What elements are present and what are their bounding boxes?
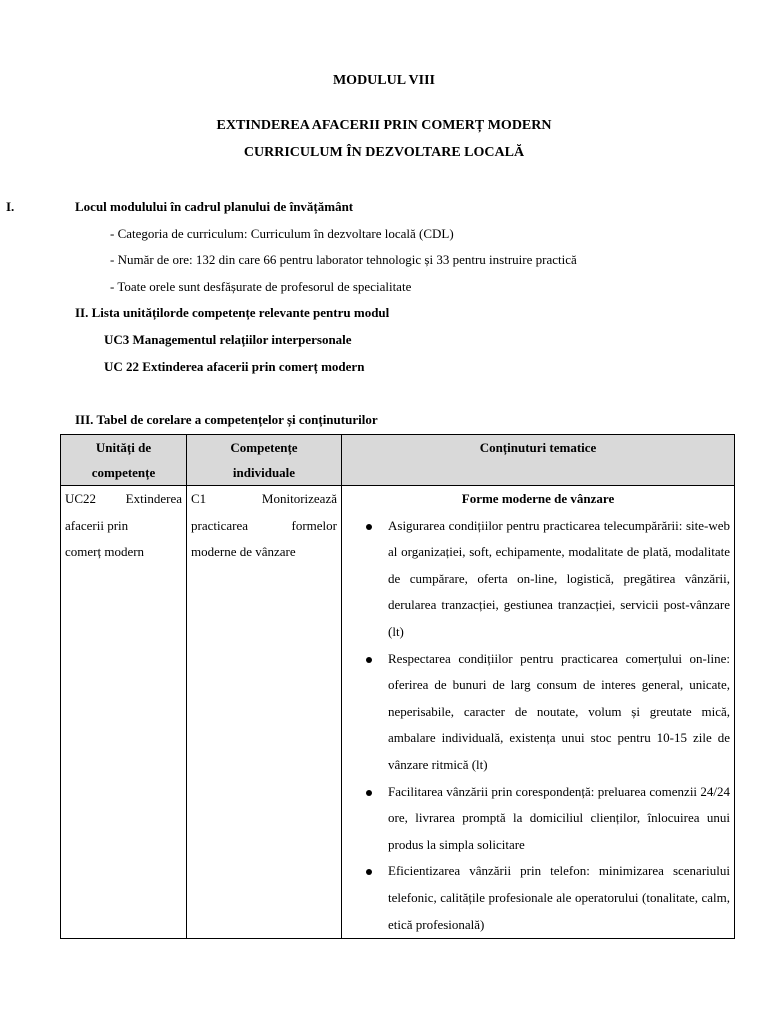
- section-1-line: - Număr de ore: 132 din care 66 pentru laborator tehnologic și 33 pentru instruire practică: [110, 252, 577, 267]
- header-competences-line1: Competențe: [230, 440, 298, 455]
- section-1-number: I.: [6, 199, 15, 214]
- list-item-text: Facilitarea vânzării prin corespondență: preluarea comenzii 24/24 ore, livrarea promptă la domiciliul clienților, înlocuirea unui produs la simpla solicitare: [388, 783, 730, 852]
- list-item-text: Respectarea condițiilor pentru practicarea comerțului on-line: oferirea de bunuri de larg consum de interes general, unicate, neperisabile, caracter de noutate, volum și greutate mică, ambalare individuală, existența unui stoc pentru 10-15 zile de vânzare ritmică (lt): [388, 650, 730, 772]
- table-row: [61, 486, 735, 939]
- correlation-table: [60, 434, 735, 939]
- header-competences-line2: individuale: [232, 465, 296, 480]
- header-units-line1: Unități de: [95, 440, 152, 455]
- unit-line: comerț modern: [65, 544, 145, 560]
- header-competences: [187, 435, 342, 486]
- bullet-icon: [366, 869, 372, 875]
- content-cell: [342, 486, 735, 939]
- module-title: MODULUL VIII: [332, 73, 436, 88]
- header-units-line2: competențe: [91, 465, 156, 480]
- competence-line: practicarea formelor: [191, 517, 337, 533]
- bullet-icon: [366, 657, 372, 663]
- content-list: [346, 513, 730, 939]
- list-item: [366, 646, 730, 779]
- section-1-line: - Categoria de curriculum: Curriculum în dezvoltare locală (CDL): [110, 226, 454, 241]
- unit-line: UC22 Extinderea: [65, 491, 182, 506]
- list-item: [366, 858, 730, 938]
- competence-line: moderne de vânzare: [191, 544, 296, 560]
- bullet-icon: [366, 524, 372, 530]
- unit-cell: [61, 486, 187, 939]
- unit-line: afacerii prin: [65, 517, 129, 533]
- competence-line: C1 Monitorizează: [191, 491, 337, 506]
- table-header-row: [61, 435, 735, 486]
- section-2-heading: II. Lista unitățilorde competențe relevante pentru modul: [75, 305, 390, 320]
- section-1-line: - Toate orele sunt desfășurate de profesorul de specialitate: [110, 279, 412, 294]
- content-heading: Forme moderne de vânzare: [461, 491, 615, 506]
- section-3-heading: III. Tabel de corelare a competențelor și conținuturilor: [75, 412, 378, 427]
- competence-cell: [187, 486, 342, 939]
- competence-unit-item: UC 22 Extinderea afacerii prin comerț modern: [104, 359, 365, 374]
- bullet-icon: [366, 790, 372, 796]
- document-title: EXTINDEREA AFACERII PRIN COMERȚ MODERN: [216, 118, 552, 133]
- list-item-text: Asigurarea condițiilor pentru practicarea telecumpărării: site-web al organizației, soft, echipamente, modalitate de plată, modalitate de cumpărare, oferta on-line, logistică, pregătirea vânzării, derularea tranzacției, gestiunea tranzacției, servicii post-vânzare (lt): [388, 517, 730, 639]
- document-subtitle: CURRICULUM ÎN DEZVOLTARE LOCALĂ: [243, 145, 525, 160]
- header-units: [61, 435, 187, 486]
- list-item: [366, 779, 730, 859]
- header-contents: [342, 435, 735, 486]
- section-1-heading: Locul modulului în cadrul planului de învățământ: [75, 199, 354, 214]
- list-item: [366, 513, 730, 646]
- list-item-text: Eficientizarea vânzării prin telefon: minimizarea scenariului telefonic, calitățile profesionale ale operatorului (tonalitate, calm, etică profesională): [388, 863, 730, 932]
- header-contents-label: Conținuturi tematice: [479, 440, 597, 455]
- competence-unit-item: UC3 Managementul relațiilor interpersonale: [104, 332, 352, 347]
